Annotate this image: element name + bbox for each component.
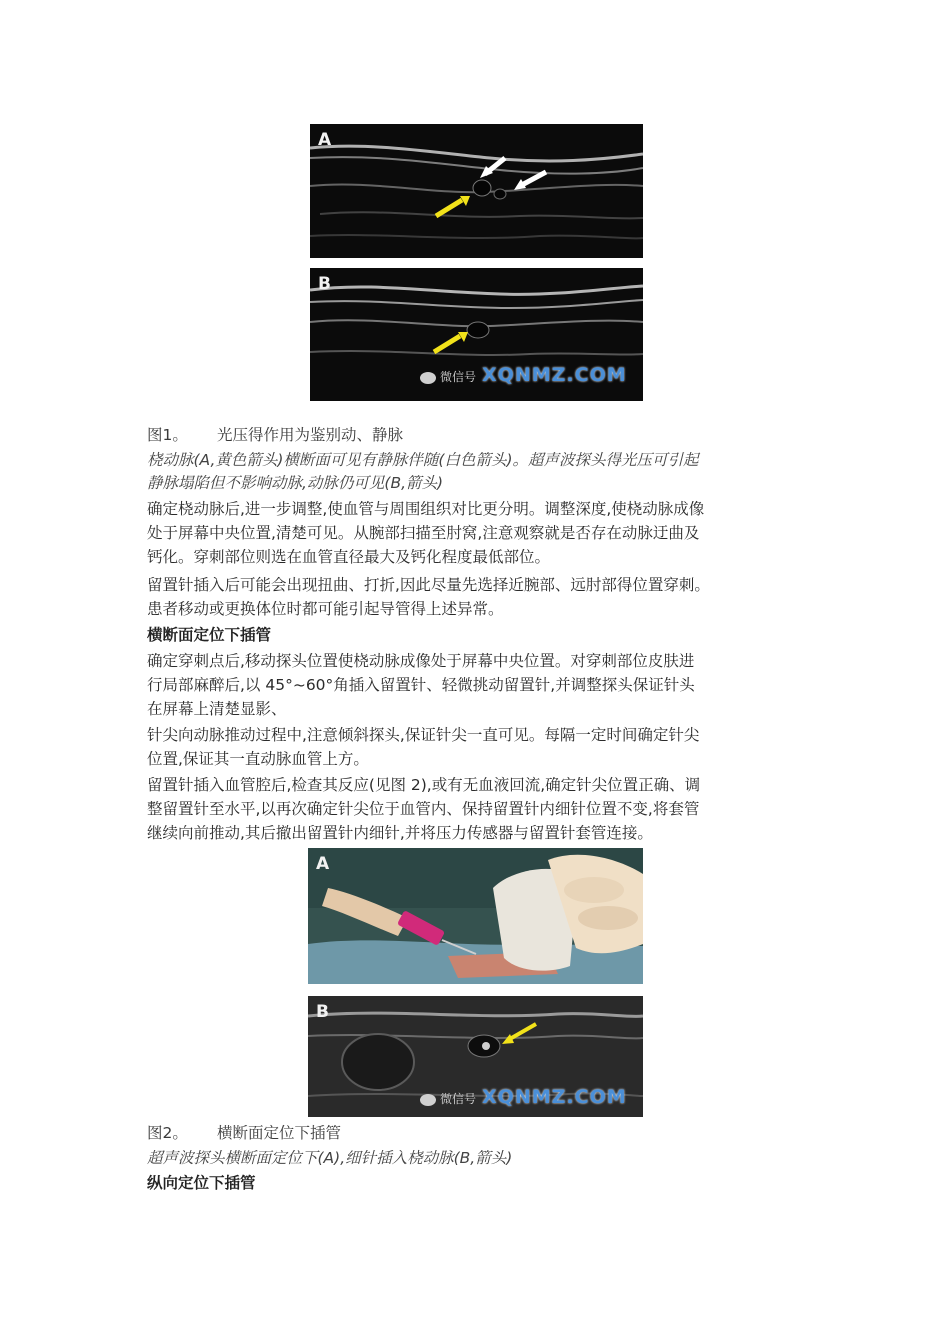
- figure-caption: [147, 424, 807, 447]
- figure-description-line: 超声波探头横断面定位下(A),细针插入桡动脉(B,箭头): [147, 1149, 513, 1167]
- figure-description-line: 静脉塌陷但不影响动脉,动脉仍可见(B,箭头): [147, 474, 444, 492]
- figure-description-line: 桡动脉(A,黄色箭头)横断面可见有静脉伴随(白色箭头)。超声波探头得光压可引起: [147, 451, 699, 469]
- body-text-line: 针尖向动脉推动过程中,注意倾斜探头,保证针尖一直可见。每隔一定时间确定针尖: [147, 726, 700, 744]
- body-text-line: 在屏幕上清楚显影、: [147, 700, 287, 718]
- watermark: 微信号 XQNMZ.COM: [420, 1086, 627, 1108]
- watermark: 微信号 XQNMZ.COM: [420, 364, 627, 386]
- panel-label-b: B: [316, 1002, 329, 1022]
- wechat-icon: [420, 372, 436, 384]
- figure-label: 图2。: [147, 1124, 188, 1142]
- watermark-brand: XQNMZ.COM: [482, 1086, 627, 1108]
- body-text-line: 位置,保证其一直动脉血管上方。: [147, 750, 369, 768]
- procedure-photo-graphic: [308, 848, 643, 984]
- body-text-line: 钙化。穿刺部位则选在血管直径最大及钙化程度最低部位。: [147, 548, 551, 566]
- procedure-photo-2a: [308, 848, 643, 984]
- body-text-line: 确定穿刺点后,移动探头位置使桡动脉成像处于屏幕中央位置。对穿刺部位皮肤进: [147, 652, 695, 670]
- section-heading: 纵向定位下插管: [147, 1174, 256, 1192]
- ultrasound-scan-graphic: [310, 124, 643, 258]
- wechat-icon: [420, 1094, 436, 1106]
- panel-label-a: A: [316, 854, 330, 874]
- section-heading: 横断面定位下插管: [147, 626, 272, 644]
- panel-label-a: A: [318, 130, 332, 150]
- body-text-line: 行局部麻醉后,以 45°~60°角插入留置针、轻微挑动留置针,并调整探头保证针头: [147, 676, 695, 694]
- watermark-brand: XQNMZ.COM: [482, 364, 627, 386]
- ultrasound-image-1a: [310, 124, 643, 258]
- figure-title: 横断面定位下插管: [217, 1124, 342, 1142]
- figure-title: 光压得作用为鉴别动、静脉: [217, 426, 404, 444]
- ultrasound-image-2b: [308, 996, 643, 1117]
- figure-caption: [147, 1122, 807, 1145]
- body-text-line: 留置针插入后可能会出现扭曲、打折,因此尽量先选择近腕部、远肘部得位置穿刺。: [147, 576, 710, 594]
- body-text-line: 患者移动或更换体位时都可能引起导管得上述异常。: [147, 600, 504, 618]
- figure-label: 图1。: [147, 426, 188, 444]
- body-text-line: 整留置针至水平,以再次确定针尖位于血管内、保持留置针内细针位置不变,将套管: [147, 800, 700, 818]
- body-text-line: 确定桡动脉后,进一步调整,使血管与周围组织对比更分明。调整深度,使桡动脉成像: [147, 500, 705, 518]
- body-text-line: 留置针插入血管腔后,检查其反应(见图 2),或有无血液回流,确定针尖位置正确、调: [147, 776, 701, 794]
- body-text-line: 处于屏幕中央位置,清楚可见。从腕部扫描至肘窝,注意观察就是否存在动脉迂曲及: [147, 524, 700, 542]
- ultrasound-image-1b: [310, 268, 643, 401]
- body-text-line: 继续向前推动,其后撤出留置针内细针,并将压力传感器与留置针套管连接。: [147, 824, 653, 842]
- panel-label-b: B: [318, 274, 331, 294]
